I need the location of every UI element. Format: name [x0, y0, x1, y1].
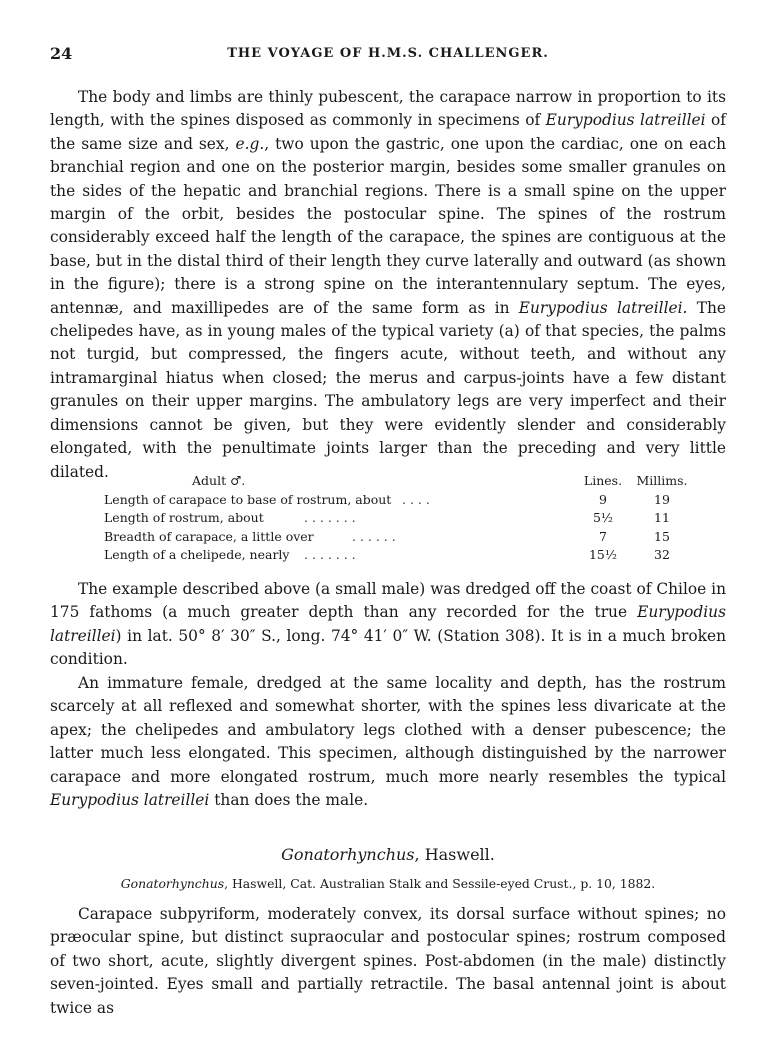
paragraph-genus-description [50, 903, 726, 1020]
measurement-lines: 9 [599, 491, 607, 507]
text-run: The example described above (a small male) was dredged off the coast of Chiloe in 175 fathoms (a much greater depth than any recorded for the true [50, 580, 726, 622]
measurement-lines: 7 [599, 528, 607, 544]
text-run: of the same size and sex, [50, 111, 726, 153]
text-run: Carapace subpyriform, moderately convex, its dorsal surface without spines; no præocular spine, but distinct supraocular and postocular spines; rostrum composed of two short, acute, slightly divergent spines. Post-abdomen (in the male) distinctly seven-jointed. Eyes small and partially retractile. The basal antennal joint is about twice as [50, 905, 726, 1017]
text-run: The chelipedes have, as in young males of the typical variety (a) of that species, the palms not turgid, but compressed, the fingers acute, without teeth, and without any intramarginal hiatus when closed; the merus and carpus-joints have a few distant granules on their upper margins. The ambulatory legs are very imperfect and their dimensions cannot be given, but they were evidently slender and considerably elongated, with the penultimate joints larger than the preceding and very little dilated. [50, 298, 726, 481]
measurements-table [104, 472, 704, 565]
paragraph-female [50, 672, 726, 812]
italic-text: Eurypodius latreillei [50, 603, 726, 645]
italic-text: Eurypodius latreillei [545, 111, 706, 130]
leader-dots: . . . . . . . [304, 510, 356, 525]
reference-text: , Haswell, Cat. Australian Stalk and Sessile-eyed Crust., p. 10, 1882. [224, 876, 656, 891]
leader-dots: . . . . [402, 491, 430, 507]
reference-genus: Gonatorhynchus [120, 876, 225, 891]
col-millims-header: Millims. [636, 473, 688, 488]
running-title: THE VOYAGE OF H.M.S. CHALLENGER. [227, 46, 549, 61]
text-run: , two upon the gastric, one upon the cardiac, one on each branchial region and one on the posterior margin, besides some smaller granules on the sides of the hepatic and branchial regions. There is a small spine on the upper margin of the orbit, besides the postocular spine. The spines of the rostrum considerably exceed half the length of the carapace, the spines are contiguous at the base, but in the distal third of their length they curve laterally and outward (as shown in the figure); there is a strong spine on the interantennulary septum. The eyes, antennæ, and maxillipedes are of the same form as in [50, 134, 726, 317]
measurement-label: Length of a chelipede, nearly [104, 547, 290, 562]
paragraph-description [50, 86, 726, 484]
leader-dots: . . . . . . . [304, 547, 356, 562]
measurement-millims: 15 [654, 528, 670, 544]
text-run: than does the male. [209, 791, 369, 810]
paragraph-locality [50, 578, 726, 672]
measurement-millims: 19 [654, 491, 670, 507]
section-author: , Haswell. [414, 845, 495, 864]
measurement-row [104, 509, 704, 528]
measurement-row [104, 546, 704, 565]
measurement-row [104, 528, 704, 547]
measurement-lines: 5½ [592, 510, 614, 525]
page-header [50, 44, 726, 68]
measurement-label: Length of rostrum, about [104, 510, 264, 525]
italic-text: Eurypodius latreillei. [518, 298, 688, 317]
section-genus: Gonatorhynchus [281, 845, 415, 864]
section-reference [50, 876, 726, 891]
measurement-label: Length of carapace to base of rostrum, about [104, 491, 392, 507]
measurements-heading: Adult ♂. [192, 473, 246, 488]
measurement-row [104, 491, 704, 510]
col-lines-header: Lines. [583, 473, 623, 488]
measurement-millims: 11 [654, 510, 670, 525]
page-number: 24 [50, 44, 73, 63]
text-run: An immature female, dredged at the same locality and depth, has the rostrum scarcely at all reflexed and somewhat shorter, with the spines less divaricate at the apex; the chelipedes and ambulatory legs clothed with a denser pubescence; the latter much less elongated. This specimen, although distinguished by the narrower carapace and more elongated rostrum, much more nearly resembles the typical [50, 674, 726, 786]
text-run: The body and limbs are thinly pubescent, the carapace narrow in proportion to its length, with the spines disposed as commonly in specimens of [50, 88, 726, 130]
measurement-label: Breadth of carapace, a little over [104, 528, 314, 544]
leader-dots: . . . . . . [352, 528, 396, 544]
italic-text: e.g. [235, 134, 265, 153]
measurements-header [104, 472, 704, 491]
measurement-lines: 15½ [588, 547, 618, 562]
measurement-millims: 32 [654, 547, 670, 562]
text-run: ) in lat. 50° 8′ 30″ S., long. 74° 41′ 0″ W. (Station 308). It is in a much broken condition. [50, 626, 726, 669]
section-title [50, 845, 726, 864]
italic-text: Eurypodius latreillei [50, 791, 210, 810]
